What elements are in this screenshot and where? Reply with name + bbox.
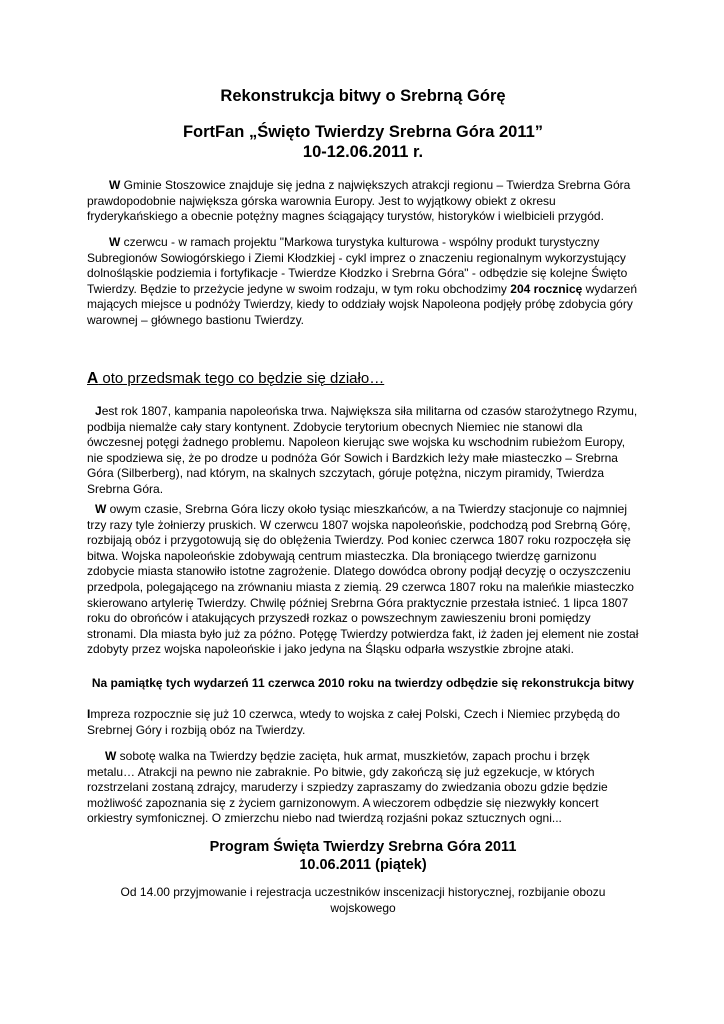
event-paragraph-1 — [87, 707, 639, 738]
drop-initial: W — [95, 502, 107, 516]
paragraph-text: wydarzeń mających miejsce u podnóży Twierdzy, kiedy to oddziały wojsk Napoleona podjęły próbę zdobycia góry warownej – głównego bastionu Twierdzy. — [87, 281, 638, 327]
commemoration-line: Na pamiątkę tych wydarzeń 11 czerwca 2010 roku na twierdzy odbędzie się rekonstrukcja bitwy — [91, 676, 635, 690]
paragraph-text: sobotę walka na Twierdzy będzie zacięta, huk armat, muszkietów, zapach prochu i brzęk metalu… Atrakcji na pewno nie zabraknie. Po bitwie, gdy zakończą się już egzekucje, w których rozstrzelani zostaną zdrajcy, maruderzy i szpiedzy zapraszamy do zwiedzania obozu gdzie będzie możliwość zapoznania się z życiem garnizonowym. A wieczorem odbędzie się niezwykły koncert orkiestry symfonicznej. O zmierzchu niebo nad twierdzą rozjaśni pokaz sztucznych ogni... — [87, 749, 608, 826]
intro-paragraph-1 — [87, 178, 639, 225]
document-subtitle — [87, 122, 639, 162]
section-heading — [87, 370, 384, 388]
paragraph-text: czerwcu - w ramach projektu "Markowa turystyka kulturowa - wspólny produkt turystyczny Subregionów Sowiogórskiego i Ziemi Kłodzkiej - cykl imprez o znaczeniu regionalnym wykorzystujący dolnośląskie podziemia i fortyfikacje - Twierdze Kłodzko i Srebrna Góra" - odbędzie się kolejne Święto Twierdzy. Będzie to przeżycie jedyne w swoim rodzaju, w tym roku obchodzimy — [87, 235, 628, 296]
paragraph-text: owym czasie, Srebrna Góra liczy około tysiąc mieszkańców, a na Twierdzy stacjonuje co najmniej trzy razy tyle żołnierzy pruskich. W czerwcu 1807 wojska napoleońskie, podchodzą pod Srebrną Górę, rozbijają obóz i przygotowują się do oblężenia Twierdzy. Pod koniec czerwca 1807 roku rozpoczęła się bitwa. Wojska napoleońskie zdobywają centrum miasteczka. Dla broniącego twierdzę garnizonu zdobycie miasta stanowiło istotne zagrożenie. Dlatego dowódca obrony podjął decyzję o oczyszczeniu przedpola, polegającego na zrównaniu miasta z ziemią. 29 czerwca 1807 roku na maleńkie miasteczko skierowano artylerię Twierdzy. Chwilę później Srebrna Góra praktycznie przestała istnieć. 1 lipca 1807 roku do obrońców i atakujących przyszedł rozkaz o powszechnym zawieszeniu broni pomiędzy stronami. Dla miasta było już za późno. Potęgę Twierdzy potwierdza fakt, iż żaden jej element nie został zdobyty przez wojska napoleońskie i jako jedyna na Śląsku odparła wszystkie zbrojne ataki. — [87, 502, 639, 657]
drop-initial: W — [105, 749, 117, 763]
drop-initial: J — [95, 404, 102, 418]
paragraph-text: mpreza rozpocznie się już 10 czerwca, wtedy to wojska z całej Polski, Czech i Niemiec przybędą do Srebrnej Góry i rozbiją obóz na Twierdzy. — [87, 707, 620, 737]
subtitle-line-1: FortFan „Święto Twierdzy Srebrna Góra 2011” — [182, 123, 544, 141]
intro-paragraph-2 — [87, 235, 639, 329]
history-paragraph-1 — [87, 404, 639, 498]
drop-initial: W — [109, 178, 121, 192]
document-title: Rekonstrukcja bitwy o Srebrną Górę — [220, 87, 506, 105]
program-heading — [87, 839, 639, 874]
history-paragraph-2 — [87, 502, 639, 658]
section-heading-text: oto przedsmak tego co będzie się działo… — [98, 370, 385, 387]
section-initial: A — [87, 370, 99, 387]
event-paragraph-2 — [87, 749, 639, 827]
subtitle-line-2: 10-12.06.2011 r. — [302, 143, 424, 161]
program-date: 10.06.2011 (piątek) — [299, 856, 427, 873]
paragraph-text: est rok 1807, kampania napoleońska trwa. Największa siła militarna od czasów starożytnego Rzymu, podbija niemalże cały stary kontynent. Zdobycie terytorium obecnych Niemiec nie stanowi dla ówczesnej potęgi żadnego problemu. Napoleon kierując swe wojska ku wschodnim rubieżom Europy, nie spodziewa się, że po drodze u podnóża Gór Sowich i Bardzkich leży małe miasteczko – Srebrna Góra (Silberberg), nad którym, na skalnych szczytach, góruje potężna, niczym piramidy, Twierdza Srebrna Góra. — [87, 404, 638, 496]
program-item: Od 14.00 przyjmowanie i rejestracja uczestników inscenizacji historycznej, rozbijanie obozu wojskowego — [120, 885, 606, 915]
paragraph-text: Gminie Stoszowice znajduje się jedna z największych atrakcji regionu – Twierdza Srebrna Góra prawdopodobnie największa górska warownia Europy. Jest to wyjątkowy obiekt z okresu fryderykańskiego a obecnie potężny magnes ściągający turystów, historyków i wielbicieli przygód. — [87, 178, 631, 224]
drop-initial: W — [109, 235, 121, 249]
program-title: Program Święta Twierdzy Srebrna Góra 2011 — [209, 839, 517, 855]
anniversary-highlight: 204 rocznicę — [510, 281, 583, 296]
drop-initial: I — [87, 707, 91, 721]
